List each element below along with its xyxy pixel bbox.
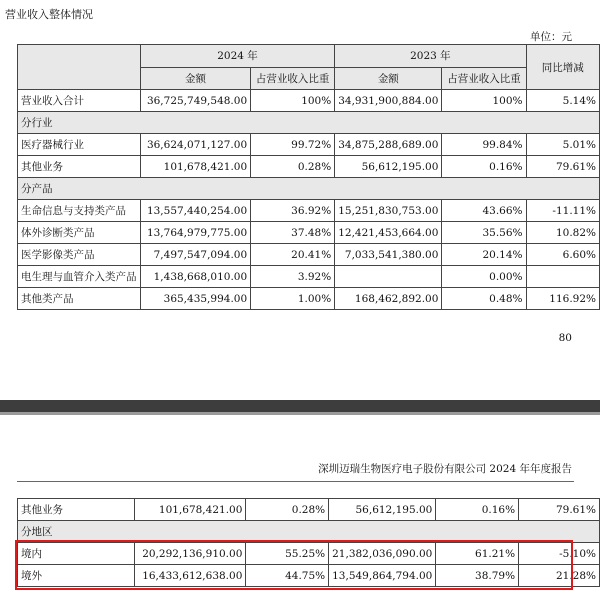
section-title: 营业收入整体情况 (5, 8, 93, 21)
amount-2023: 7,033,541,380.00 (335, 244, 442, 266)
highlight-box (15, 540, 573, 590)
yoy-change (526, 266, 600, 288)
unit-label: 单位：元 (530, 31, 572, 43)
page-break-divider (0, 400, 600, 412)
header-blank (18, 45, 141, 90)
yoy-change: 116.92% (526, 288, 600, 310)
amount-2024: 16,433,612,638.00 (134, 565, 246, 587)
amount-2023: 34,875,288,689.00 (335, 134, 442, 156)
row-label: 电生理与血管介入类产品 (18, 266, 141, 288)
yoy-change: -5.10% (519, 543, 600, 565)
header-yoy: 同比增减 (526, 45, 600, 90)
share-2024: 0.28% (246, 499, 329, 521)
row-label: 境内 (18, 543, 135, 565)
section-label: 分产品 (18, 178, 600, 200)
share-2023: 61.21% (436, 543, 519, 565)
report-header-title: 深圳迈瑞生物医疗电子股份有限公司 2024 年年度报告 (318, 463, 572, 475)
share-2023: 0.00% (442, 266, 526, 288)
page-break-shadow (0, 412, 600, 415)
share-2023: 38.79% (436, 565, 519, 587)
share-2023: 43.66% (442, 200, 526, 222)
yoy-change: 79.61% (526, 156, 600, 178)
share-2023: 35.56% (442, 222, 526, 244)
yoy-change: 21.28% (519, 565, 600, 587)
section-label: 分地区 (18, 521, 600, 543)
table-row (18, 156, 600, 178)
amount-2024: 20,292,136,910.00 (134, 543, 246, 565)
share-2023: 0.16% (442, 156, 526, 178)
share-2024: 1.00% (251, 288, 335, 310)
yoy-change: -11.11% (526, 200, 600, 222)
row-label: 营业收入合计 (18, 90, 141, 112)
amount-2023: 56,612,195.00 (335, 156, 442, 178)
header-amount-2023: 金额 (335, 67, 442, 90)
header-share-2024: 占营业收入比重 (251, 67, 335, 90)
share-2024: 99.72% (251, 134, 335, 156)
share-2024: 55.25% (246, 543, 329, 565)
table-row (18, 134, 600, 156)
share-2023: 20.14% (442, 244, 526, 266)
header-year-2024: 2024 年 (140, 45, 334, 68)
row-label: 医疗器械行业 (18, 134, 141, 156)
amount-2024: 36,725,749,548.00 (140, 90, 250, 112)
share-2023: 100% (442, 90, 526, 112)
yoy-change: 5.14% (526, 90, 600, 112)
table-row (18, 200, 600, 222)
amount-2024: 13,557,440,254.00 (140, 200, 250, 222)
header-year-2023: 2023 年 (335, 45, 526, 68)
row-label: 体外诊断类产品 (18, 222, 141, 244)
amount-2023: 34,931,900,884.00 (335, 90, 442, 112)
amount-2023: 15,251,830,753.00 (335, 200, 442, 222)
amount-2024: 101,678,421.00 (140, 156, 250, 178)
row-label: 生命信息与支持类产品 (18, 200, 141, 222)
row-label: 其他业务 (18, 499, 135, 521)
page-number: 80 (558, 332, 572, 344)
amount-2023 (335, 266, 442, 288)
table-row (18, 244, 600, 266)
yoy-change: 6.60% (526, 244, 600, 266)
share-2023: 0.16% (436, 499, 519, 521)
amount-2024: 7,497,547,094.00 (140, 244, 250, 266)
row-label: 医学影像类产品 (18, 244, 141, 266)
row-label: 其他业务 (18, 156, 141, 178)
revenue-table (17, 44, 600, 310)
amount-2024: 1,438,668,010.00 (140, 266, 250, 288)
header-amount-2024: 金额 (140, 67, 250, 90)
table-row (18, 90, 600, 112)
share-2024: 100% (251, 90, 335, 112)
row-label: 境外 (18, 565, 135, 587)
yoy-change: 5.01% (526, 134, 600, 156)
table-row (18, 499, 600, 521)
amount-2023: 56,612,195.00 (329, 499, 436, 521)
yoy-change: 10.82% (526, 222, 600, 244)
amount-2023: 168,462,892.00 (335, 288, 442, 310)
yoy-change: 79.61% (519, 499, 600, 521)
share-2023: 0.48% (442, 288, 526, 310)
amount-2024: 101,678,421.00 (134, 499, 246, 521)
share-2024: 0.28% (251, 156, 335, 178)
report-header-rule (17, 481, 574, 482)
header-share-2023: 占营业收入比重 (442, 67, 526, 90)
amount-2024: 365,435,994.00 (140, 288, 250, 310)
section-row (18, 178, 600, 200)
table-row (18, 288, 600, 310)
share-2024: 37.48% (251, 222, 335, 244)
share-2024: 20.41% (251, 244, 335, 266)
row-label: 其他类产品 (18, 288, 141, 310)
share-2024: 3.92% (251, 266, 335, 288)
share-2024: 44.75% (246, 565, 329, 587)
amount-2024: 13,764,979,775.00 (140, 222, 250, 244)
amount-2023: 13,549,864,794.00 (329, 565, 436, 587)
section-row (18, 112, 600, 134)
amount-2024: 36,624,071,127.00 (140, 134, 250, 156)
table-row (18, 222, 600, 244)
amount-2023: 12,421,453,664.00 (335, 222, 442, 244)
table-row (18, 266, 600, 288)
section-label: 分行业 (18, 112, 600, 134)
share-2024: 36.92% (251, 200, 335, 222)
share-2023: 99.84% (442, 134, 526, 156)
amount-2023: 21,382,036,090.00 (329, 543, 436, 565)
